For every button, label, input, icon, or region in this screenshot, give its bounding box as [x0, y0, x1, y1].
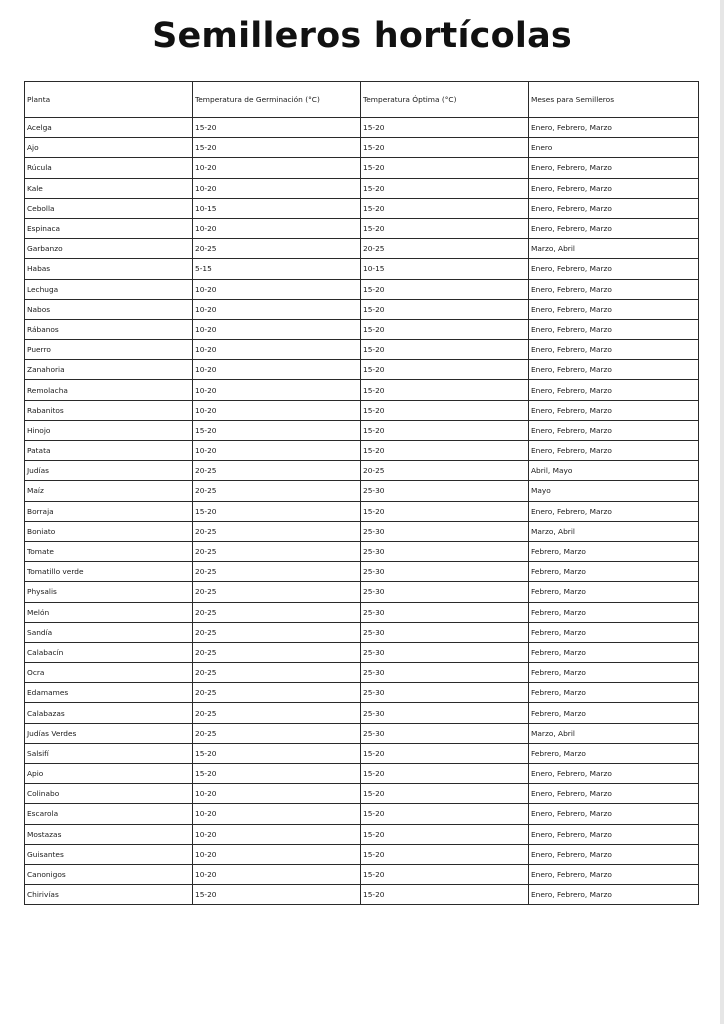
table-row	[25, 299, 699, 319]
cell-plant-name: Calabazas	[25, 703, 193, 723]
table-row	[25, 562, 699, 582]
cell-optimal-temp: 25-30	[361, 683, 529, 703]
cell-plant-name: Judías	[25, 461, 193, 481]
table-body	[25, 118, 699, 905]
cell-months: Febrero, Marzo	[529, 622, 699, 642]
cell-optimal-temp: 20-25	[361, 461, 529, 481]
cell-optimal-temp: 25-30	[361, 622, 529, 642]
cell-months: Febrero, Marzo	[529, 663, 699, 683]
cell-optimal-temp: 15-20	[361, 178, 529, 198]
cell-germination-temp: 15-20	[193, 118, 361, 138]
cell-germination-temp: 15-20	[193, 420, 361, 440]
cell-optimal-temp: 25-30	[361, 521, 529, 541]
cell-optimal-temp: 15-20	[361, 299, 529, 319]
cell-plant-name: Apio	[25, 764, 193, 784]
table-row	[25, 198, 699, 218]
table-row	[25, 764, 699, 784]
cell-optimal-temp: 15-20	[361, 158, 529, 178]
cell-germination-temp: 20-25	[193, 562, 361, 582]
column-header-planta: Planta	[25, 82, 193, 118]
cell-optimal-temp: 15-20	[361, 340, 529, 360]
cell-plant-name: Patata	[25, 441, 193, 461]
table-row	[25, 864, 699, 884]
cell-months: Enero	[529, 138, 699, 158]
cell-months: Enero, Febrero, Marzo	[529, 400, 699, 420]
table-row	[25, 703, 699, 723]
cell-plant-name: Espinaca	[25, 218, 193, 238]
cell-plant-name: Puerro	[25, 340, 193, 360]
cell-optimal-temp: 15-20	[361, 885, 529, 905]
cell-germination-temp: 10-20	[193, 178, 361, 198]
cell-plant-name: Lechuga	[25, 279, 193, 299]
cell-months: Marzo, Abril	[529, 239, 699, 259]
cell-plant-name: Borraja	[25, 501, 193, 521]
cell-months: Enero, Febrero, Marzo	[529, 319, 699, 339]
cell-plant-name: Garbanzo	[25, 239, 193, 259]
cell-germination-temp: 10-20	[193, 380, 361, 400]
cell-months: Febrero, Marzo	[529, 683, 699, 703]
cell-germination-temp: 20-25	[193, 481, 361, 501]
cell-months: Febrero, Marzo	[529, 642, 699, 662]
cell-optimal-temp: 15-20	[361, 501, 529, 521]
table-row	[25, 481, 699, 501]
table-row	[25, 441, 699, 461]
cell-months: Marzo, Abril	[529, 723, 699, 743]
cell-germination-temp: 10-20	[193, 844, 361, 864]
cell-optimal-temp: 15-20	[361, 784, 529, 804]
table-row	[25, 360, 699, 380]
cell-optimal-temp: 15-20	[361, 743, 529, 763]
cell-plant-name: Rúcula	[25, 158, 193, 178]
cell-germination-temp: 10-20	[193, 279, 361, 299]
cell-months: Enero, Febrero, Marzo	[529, 299, 699, 319]
cell-months: Febrero, Marzo	[529, 541, 699, 561]
cell-germination-temp: 10-20	[193, 441, 361, 461]
table-row	[25, 340, 699, 360]
cell-plant-name: Melón	[25, 602, 193, 622]
cell-germination-temp: 20-25	[193, 723, 361, 743]
cell-plant-name: Remolacha	[25, 380, 193, 400]
cell-germination-temp: 20-25	[193, 683, 361, 703]
column-header-optimal-temp: Temperatura Óptima (°C)	[361, 82, 529, 118]
page-title: Semilleros hortícolas	[152, 16, 572, 56]
cell-germination-temp: 20-25	[193, 703, 361, 723]
cell-months: Enero, Febrero, Marzo	[529, 279, 699, 299]
cell-germination-temp: 20-25	[193, 461, 361, 481]
table-row	[25, 501, 699, 521]
cell-plant-name: Tomatillo verde	[25, 562, 193, 582]
cell-germination-temp: 20-25	[193, 239, 361, 259]
cell-months: Enero, Febrero, Marzo	[529, 441, 699, 461]
cell-months: Enero, Febrero, Marzo	[529, 885, 699, 905]
cell-plant-name: Ocra	[25, 663, 193, 683]
cell-optimal-temp: 15-20	[361, 844, 529, 864]
table-row	[25, 319, 699, 339]
cell-plant-name: Chirivías	[25, 885, 193, 905]
cell-months: Enero, Febrero, Marzo	[529, 864, 699, 884]
cell-plant-name: Nabos	[25, 299, 193, 319]
table-row	[25, 663, 699, 683]
table-row	[25, 279, 699, 299]
cell-months: Enero, Febrero, Marzo	[529, 784, 699, 804]
cell-germination-temp: 15-20	[193, 501, 361, 521]
cell-months: Enero, Febrero, Marzo	[529, 198, 699, 218]
cell-optimal-temp: 25-30	[361, 723, 529, 743]
page-edge-shadow	[720, 0, 724, 1024]
cell-plant-name: Canonigos	[25, 864, 193, 884]
table-row	[25, 622, 699, 642]
cell-months: Enero, Febrero, Marzo	[529, 218, 699, 238]
cell-optimal-temp: 15-20	[361, 218, 529, 238]
cell-months: Abril, Mayo	[529, 461, 699, 481]
table-row	[25, 743, 699, 763]
cell-plant-name: Sandía	[25, 622, 193, 642]
cell-months: Enero, Febrero, Marzo	[529, 340, 699, 360]
seedbed-table	[24, 81, 699, 905]
cell-optimal-temp: 15-20	[361, 400, 529, 420]
cell-months: Enero, Febrero, Marzo	[529, 844, 699, 864]
cell-germination-temp: 15-20	[193, 885, 361, 905]
cell-months: Enero, Febrero, Marzo	[529, 118, 699, 138]
cell-germination-temp: 10-20	[193, 824, 361, 844]
cell-optimal-temp: 15-20	[361, 279, 529, 299]
cell-optimal-temp: 15-20	[361, 764, 529, 784]
cell-optimal-temp: 15-20	[361, 441, 529, 461]
cell-plant-name: Boniato	[25, 521, 193, 541]
cell-months: Enero, Febrero, Marzo	[529, 380, 699, 400]
cell-months: Enero, Febrero, Marzo	[529, 178, 699, 198]
cell-plant-name: Cebolla	[25, 198, 193, 218]
cell-germination-temp: 15-20	[193, 743, 361, 763]
cell-optimal-temp: 15-20	[361, 380, 529, 400]
cell-germination-temp: 10-20	[193, 218, 361, 238]
seedbed-table-container	[24, 81, 698, 905]
table-row	[25, 642, 699, 662]
cell-optimal-temp: 15-20	[361, 804, 529, 824]
table-row	[25, 582, 699, 602]
cell-plant-name: Zanahoria	[25, 360, 193, 380]
cell-plant-name: Salsifí	[25, 743, 193, 763]
header-row	[25, 82, 699, 118]
table-row	[25, 804, 699, 824]
table-row	[25, 723, 699, 743]
cell-months: Marzo, Abril	[529, 521, 699, 541]
cell-plant-name: Escarola	[25, 804, 193, 824]
cell-optimal-temp: 25-30	[361, 582, 529, 602]
cell-months: Enero, Febrero, Marzo	[529, 501, 699, 521]
cell-germination-temp: 10-20	[193, 864, 361, 884]
cell-plant-name: Ajo	[25, 138, 193, 158]
cell-germination-temp: 10-20	[193, 784, 361, 804]
cell-optimal-temp: 15-20	[361, 824, 529, 844]
cell-optimal-temp: 25-30	[361, 703, 529, 723]
table-row	[25, 784, 699, 804]
cell-months: Febrero, Marzo	[529, 703, 699, 723]
cell-optimal-temp: 25-30	[361, 602, 529, 622]
cell-optimal-temp: 10-15	[361, 259, 529, 279]
table-row	[25, 844, 699, 864]
cell-germination-temp: 10-20	[193, 804, 361, 824]
column-header-germination-temp: Temperatura de Germinación (°C)	[193, 82, 361, 118]
table-row	[25, 158, 699, 178]
cell-germination-temp: 10-20	[193, 360, 361, 380]
cell-germination-temp: 20-25	[193, 663, 361, 683]
cell-months: Enero, Febrero, Marzo	[529, 420, 699, 440]
cell-months: Enero, Febrero, Marzo	[529, 360, 699, 380]
cell-optimal-temp: 15-20	[361, 864, 529, 884]
table-row	[25, 138, 699, 158]
cell-optimal-temp: 20-25	[361, 239, 529, 259]
table-row	[25, 683, 699, 703]
table-row	[25, 824, 699, 844]
cell-plant-name: Tomate	[25, 541, 193, 561]
cell-germination-temp: 10-20	[193, 319, 361, 339]
cell-optimal-temp: 15-20	[361, 118, 529, 138]
column-header-months: Meses para Semilleros	[529, 82, 699, 118]
table-row	[25, 885, 699, 905]
table-row	[25, 400, 699, 420]
table-row	[25, 259, 699, 279]
cell-months: Mayo	[529, 481, 699, 501]
table-row	[25, 461, 699, 481]
cell-germination-temp: 10-20	[193, 400, 361, 420]
cell-germination-temp: 20-25	[193, 642, 361, 662]
cell-months: Enero, Febrero, Marzo	[529, 259, 699, 279]
cell-months: Enero, Febrero, Marzo	[529, 824, 699, 844]
cell-plant-name: Guisantes	[25, 844, 193, 864]
cell-germination-temp: 10-20	[193, 340, 361, 360]
table-row	[25, 521, 699, 541]
cell-optimal-temp: 15-20	[361, 319, 529, 339]
table-row	[25, 420, 699, 440]
cell-germination-temp: 15-20	[193, 764, 361, 784]
cell-plant-name: Edamames	[25, 683, 193, 703]
table-row	[25, 118, 699, 138]
cell-plant-name: Mostazas	[25, 824, 193, 844]
cell-plant-name: Hinojo	[25, 420, 193, 440]
cell-months: Febrero, Marzo	[529, 743, 699, 763]
cell-plant-name: Habas	[25, 259, 193, 279]
cell-optimal-temp: 25-30	[361, 541, 529, 561]
cell-germination-temp: 10-20	[193, 299, 361, 319]
cell-plant-name: Rabanitos	[25, 400, 193, 420]
cell-germination-temp: 15-20	[193, 138, 361, 158]
cell-optimal-temp: 15-20	[361, 138, 529, 158]
cell-optimal-temp: 25-30	[361, 663, 529, 683]
table-row	[25, 178, 699, 198]
cell-germination-temp: 20-25	[193, 521, 361, 541]
cell-months: Enero, Febrero, Marzo	[529, 158, 699, 178]
cell-optimal-temp: 25-30	[361, 642, 529, 662]
cell-months: Febrero, Marzo	[529, 582, 699, 602]
cell-optimal-temp: 15-20	[361, 198, 529, 218]
table-row	[25, 239, 699, 259]
cell-months: Enero, Febrero, Marzo	[529, 804, 699, 824]
cell-plant-name: Judías Verdes	[25, 723, 193, 743]
table-row	[25, 602, 699, 622]
table-row	[25, 380, 699, 400]
cell-germination-temp: 10-15	[193, 198, 361, 218]
cell-optimal-temp: 25-30	[361, 481, 529, 501]
cell-optimal-temp: 25-30	[361, 562, 529, 582]
cell-plant-name: Physalis	[25, 582, 193, 602]
cell-optimal-temp: 15-20	[361, 360, 529, 380]
cell-germination-temp: 10-20	[193, 158, 361, 178]
cell-plant-name: Maíz	[25, 481, 193, 501]
table-row	[25, 218, 699, 238]
cell-months: Febrero, Marzo	[529, 602, 699, 622]
cell-plant-name: Colinabo	[25, 784, 193, 804]
cell-months: Febrero, Marzo	[529, 562, 699, 582]
cell-plant-name: Rábanos	[25, 319, 193, 339]
cell-germination-temp: 20-25	[193, 582, 361, 602]
cell-germination-temp: 5-15	[193, 259, 361, 279]
cell-germination-temp: 20-25	[193, 541, 361, 561]
cell-plant-name: Acelga	[25, 118, 193, 138]
cell-plant-name: Kale	[25, 178, 193, 198]
table-row	[25, 541, 699, 561]
cell-plant-name: Calabacín	[25, 642, 193, 662]
cell-germination-temp: 20-25	[193, 622, 361, 642]
cell-germination-temp: 20-25	[193, 602, 361, 622]
table-header	[25, 82, 699, 118]
cell-months: Enero, Febrero, Marzo	[529, 764, 699, 784]
cell-optimal-temp: 15-20	[361, 420, 529, 440]
